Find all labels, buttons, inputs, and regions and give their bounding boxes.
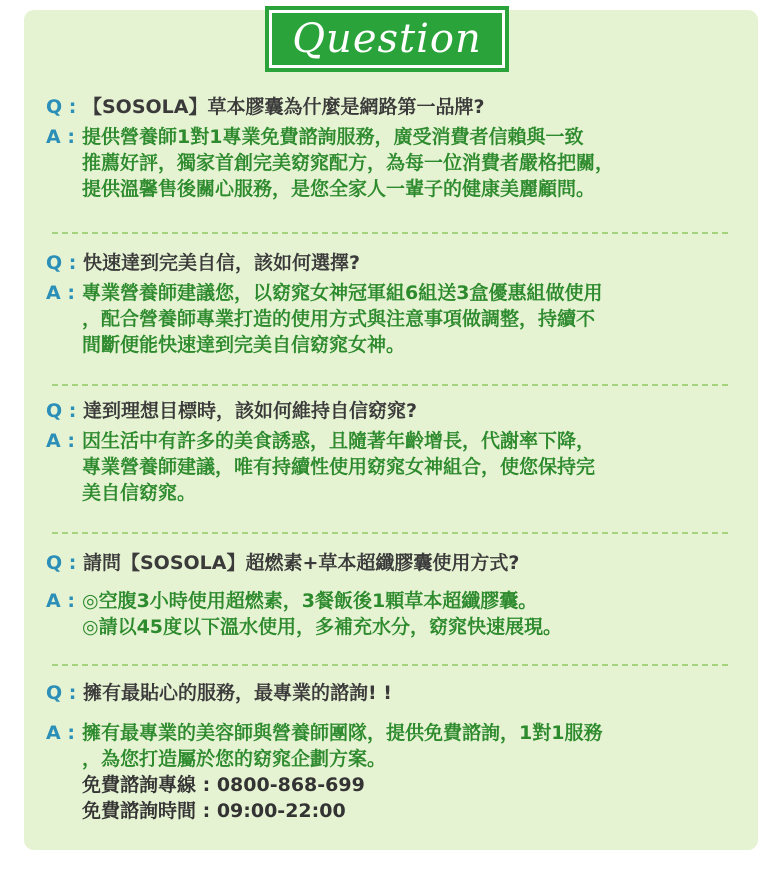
contact-hours: 免費諮詢時間 : 09:00-22:00 (82, 800, 346, 822)
faq-item-5 (46, 680, 736, 824)
question-text: 快速達到完美自信，該如何選擇? (83, 252, 361, 274)
badge-title: Question (292, 16, 482, 62)
answer-label: A : (46, 282, 75, 304)
divider (52, 384, 728, 386)
answer-label: A : (46, 126, 75, 148)
answer-line: 美自信窈窕。 (82, 482, 197, 504)
divider (52, 232, 728, 234)
faq-answer (46, 124, 736, 202)
answer-line: ◎空腹3小時使用超燃素，3餐飯後1顆草本超纖膠囊。 (82, 590, 538, 612)
faq-answer (46, 588, 736, 640)
answer-line: 提供溫馨售後關心服務，是您全家人一輩子的健康美麗顧問。 (82, 178, 596, 200)
answer-label: A : (46, 590, 75, 612)
answer-line: ，為您打造屬於您的窈窕企劃方案。 (82, 748, 387, 770)
faq-question (46, 398, 736, 424)
question-label: Q : (46, 682, 77, 704)
question-label: Q : (46, 252, 77, 274)
question-label: Q : (46, 400, 77, 422)
divider (52, 664, 728, 666)
answer-line: 擁有最專業的美容師與營養師團隊，提供免費諮詢，1對1服務 (82, 722, 603, 744)
divider (52, 532, 728, 534)
faq-question (46, 94, 736, 120)
faq-item-2 (46, 250, 736, 358)
answer-label: A : (46, 430, 75, 452)
question-label: Q : (46, 552, 77, 574)
answer-line: ，配合營養師專業打造的使用方式與注意事項做調整，持續不 (82, 308, 596, 330)
faq-item-1 (46, 94, 736, 202)
faq-question (46, 250, 736, 276)
answer-line: 提供營養師1對1專業免費諮詢服務，廣受消費者信賴與一致 (82, 126, 584, 148)
faq-answer (46, 280, 736, 358)
question-text: 請問【SOSOLA】超燃素+草本超纖膠囊使用方式? (83, 552, 520, 574)
question-text: 【SOSOLA】草本膠囊為什麼是網路第一品牌? (83, 96, 485, 118)
faq-question (46, 680, 736, 706)
question-text: 擁有最貼心的服務，最專業的諮詢! ! (83, 682, 392, 704)
faq-answer (46, 428, 736, 506)
question-badge (265, 6, 509, 72)
contact-hotline: 免費諮詢專線 : 0800-868-699 (82, 774, 365, 796)
answer-line: ◎請以45度以下溫水使用，多補充水分，窈窕快速展現。 (82, 616, 563, 638)
answer-line: 專業營養師建議，唯有持續性使用窈窕女神組合，使您保持完 (82, 456, 596, 478)
faq-question (46, 550, 736, 576)
faq-answer (46, 720, 736, 824)
question-text: 達到理想目標時，該如何維持自信窈窕? (83, 400, 418, 422)
answer-line: 專業營養師建議您，以窈窕女神冠軍組6組送3盒優惠組做使用 (82, 282, 603, 304)
answer-line: 推薦好評，獨家首創完美窈窕配方，為每一位消費者嚴格把關， (82, 152, 615, 174)
answer-label: A : (46, 722, 75, 744)
faq-item-4 (46, 550, 736, 640)
answer-line: 因生活中有許多的美食誘惑，且隨著年齡增長，代謝率下降， (82, 430, 596, 452)
question-label: Q : (46, 96, 77, 118)
faq-item-3 (46, 398, 736, 506)
answer-line: 間斷便能快速達到完美自信窈窕女神。 (82, 334, 406, 356)
